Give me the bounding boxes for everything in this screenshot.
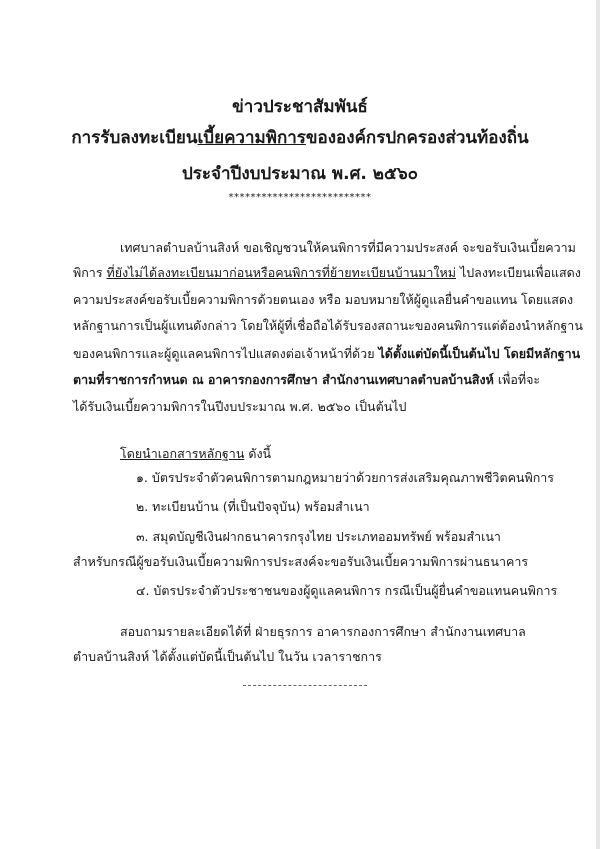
subtitle-part-a: การรับลงทะเบียน [71,128,198,148]
body-line-2-underlined: ที่ยังไม่ได้ลงทะเบียนมาก่อนหรือคนพิการที่ย้ายทะเบียนบ้านมาใหม่ [106,265,456,280]
body-line-5-bold: ได้ตั้งแต่บัดนี้เป็นต้นไป โดยมีหลักฐาน [378,346,581,361]
body-line-6-bold: ตามที่ราชการกำหนด ณ อาคารกองการศึกษา สำนักงานเทศบาลตำบลบ้านสิงห์ [73,372,494,387]
page-title: ข่าวประชาสัมพันธ์ [232,97,368,117]
body-line-2-c: ไปลงทะเบียนเพื่อแสดง [455,265,581,280]
body-line-2 [73,263,581,283]
doc-item-1: ๑. บัตรประจำตัวคนพิการตามกฎหมายว่าด้วยการส่งเสริมคุณภาพชีวิตคนพิการ [136,470,555,485]
docs-heading [120,444,271,464]
star-divider: ************************** [228,192,372,203]
body-line-5-a: ของคนพิการและผู้ดูแลคนพิการไปแสดงต่อเจ้าหน้าที่ด้วย [73,346,379,361]
subtitle-part-c: ขององค์กรปกครองส่วนท้องถิ่น [305,128,529,148]
fiscal-year-title: ประจำปีงบประมาณ พ.ศ. ๒๕๖๐ [181,164,418,184]
contact-line-2: ตำบลบ้านสิงห์ ได้ตั้งแต่บัดนี้เป็นต้นไป ในวัน เวลาราชการ [73,649,382,664]
body-line-5 [73,344,580,364]
subtitle-underlined: เบี้ยความพิการ [197,128,306,148]
body-line-7: ได้รับเงินเบี้ยความพิการในปีงบประมาณ พ.ศ. ๒๕๖๐ เป็นต้นไป [73,399,407,414]
docs-heading-tail: ดังนี้ [244,446,272,461]
docs-heading-underlined: โดยนำเอกสารหลักฐาน [120,446,245,461]
doc-item-3: ๓. สมุดบัญชีเงินฝากธนาคารกรุงไทย ประเภทออมทรัพย์ พร้อมสำเนา [136,529,501,544]
doc-item-3-note: สำหรับกรณีผู้ขอรับเงินเบี้ยความพิการประสงค์จะขอรับเงินเบี้ยความพิการผ่านธนาคาร [73,554,529,569]
doc-item-4: ๔. บัตรประจำตัวประชาชนของผู้ดูแลคนพิการ กรณีเป็นผู้ยื่นคำขอแทนคนพิการ [136,583,558,598]
body-line-6-b: เพื่อที่จะ [493,372,541,387]
body-line-4: หลักฐานการเป็นผู้แทนดังกล่าว โดยให้ผู้ที่เชื่อถือได้รับรองสถานะของคนพิการแต่ต้องนำหลักฐาน [73,318,583,333]
body-line-6 [73,370,540,390]
body-line-2-a: พิการ [73,265,107,280]
contact-line-1: สอบถามรายละเอียดได้ที่ ฝ่ายธุรการ อาคารกองการศึกษา สำนักงานเทศบาล [120,624,526,639]
body-line-1: เทศบาลตำบลบ้านสิงห์ ขอเชิญชวนให้คนพิการที่มีความประสงค์ จะขอรับเงินเบี้ยความ [120,240,576,255]
body-line-3: ความประสงค์ขอรับเบี้ยความพิการด้วยตนเอง หรือ มอบหมายให้ผู้ดูแลยื่นคำขอแทน โดยแสดง [73,292,574,307]
doc-item-2: ๒. ทะเบียนบ้าน (ที่เป็นปัจจุบัน) พร้อมสำเนา [136,499,370,514]
end-divider [243,685,367,686]
subtitle [0,124,600,151]
